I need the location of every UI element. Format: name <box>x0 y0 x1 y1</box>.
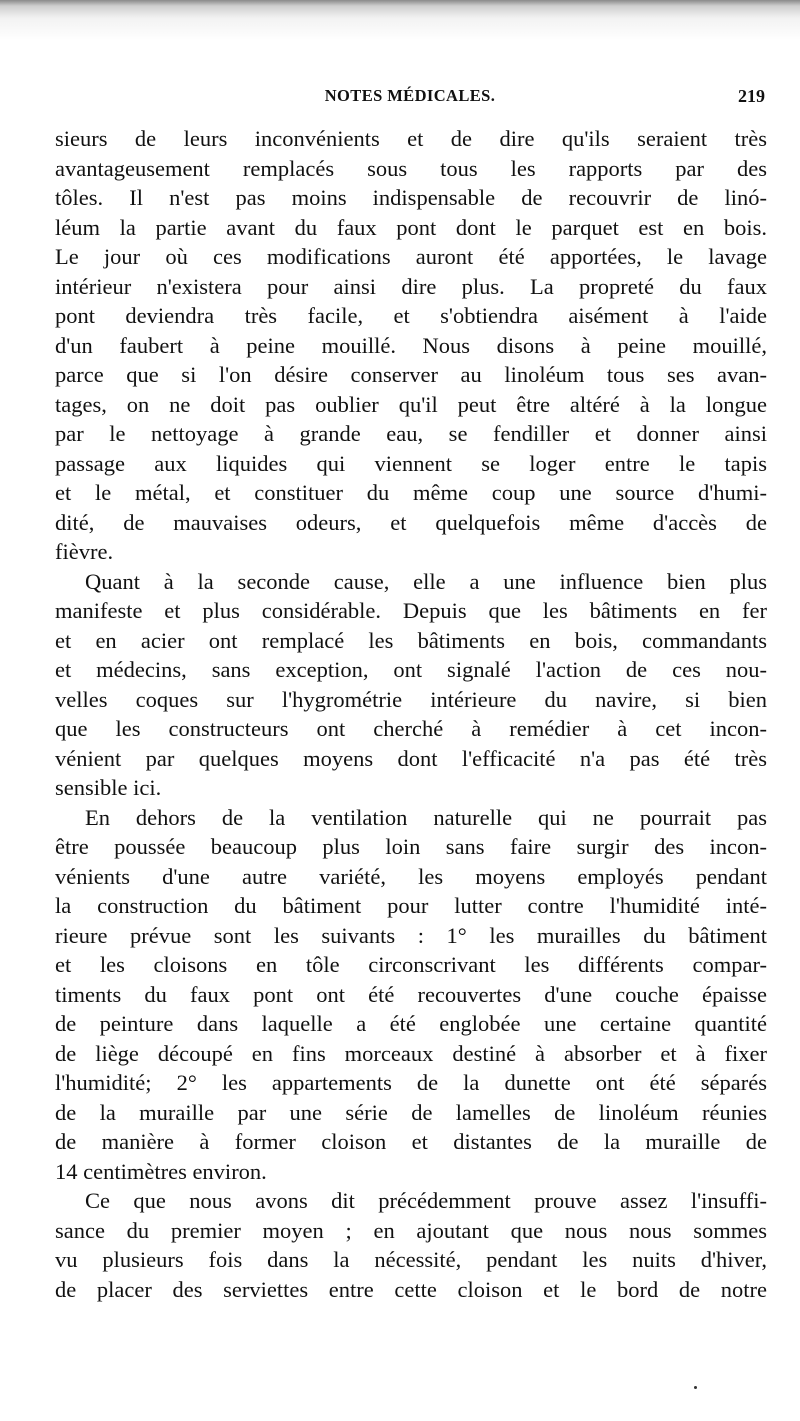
text-line: et le métal, et constituer du même coup une source d'humi- <box>55 480 767 505</box>
text-line: que les constructeurs ont cherché à remédier à cet incon- <box>55 716 767 741</box>
text-line: timents du faux pont ont été recouvertes d'une couche épaisse <box>55 981 767 1007</box>
text-line: vénients d'une autre variété, les moyens employés pendant <box>55 863 767 889</box>
text-line: de liège découpé en fins morceaux destiné à absorber et à fixer <box>55 1040 767 1066</box>
text-line: Le jour où ces modifications auront été apportées, le lavage <box>55 244 767 269</box>
text-line: intérieur n'existera pour ainsi dire plus. La propreté du faux <box>55 273 767 299</box>
text-line: tages, on ne doit pas oublier qu'il peut être altéré à la longue <box>55 391 767 417</box>
text-line: l'humidité; 2° les appartements de la dunette ont été séparés <box>55 1070 767 1095</box>
text-line: tôles. Il n'est pas moins indispensable de recouvrir de linó- <box>55 185 767 210</box>
text-line: sance du premier moyen ; en ajoutant que nous nous sommes <box>55 1217 767 1243</box>
text-line: et les cloisons en tôle circonscrivant les différents compar- <box>55 952 767 977</box>
page-number: 219 <box>738 86 765 106</box>
text-line: léum la partie avant du faux pont dont le parquet est en bois. <box>55 214 767 240</box>
text-line: 14 centimètres environ. <box>55 1158 267 1184</box>
page-header <box>55 86 765 112</box>
text-line: parce que si l'on désire conserver au linoléum tous ses avan- <box>55 362 767 387</box>
text-line: Quant à la seconde cause, elle a une influence bien plus <box>85 568 767 594</box>
ink-speck <box>694 1386 697 1389</box>
text-line: rieure prévue sont les suivants : 1° les murailles du bâtiment <box>55 922 767 948</box>
text-line: d'un faubert à peine mouillé. Nous disons à peine mouillé, <box>55 332 767 358</box>
text-line: fièvre. <box>55 539 114 564</box>
text-line: En dehors de la ventilation naturelle qui ne pourrait pas <box>85 804 767 830</box>
text-line: de placer des serviettes entre cette cloison et le bord de notre <box>55 1276 767 1302</box>
running-title: NOTES MÉDICALES. <box>324 86 496 105</box>
text-line: vu plusieurs fois dans la nécessité, pendant les nuits d'hiver, <box>55 1247 767 1272</box>
text-line: manifeste et plus considérable. Depuis que les bâtiments en fer <box>55 598 767 623</box>
text-line: passage aux liquides qui viennent se loger entre le tapis <box>55 450 767 476</box>
text-line: de manière à former cloison et distantes de la muraille de <box>55 1129 767 1154</box>
text-line: de peinture dans laquelle a été englobée une certaine quantité <box>55 1011 767 1036</box>
text-line: dité, de mauvaises odeurs, et quelquefois même d'accès de <box>55 509 767 535</box>
text-line: et médecins, sans exception, ont signalé l'action de ces nou- <box>55 657 767 682</box>
text-line: la construction du bâtiment pour lutter contre l'humidité inté- <box>55 893 767 918</box>
body-text <box>55 124 767 1304</box>
text-line: et en acier ont remplacé les bâtiments en bois, commandants <box>55 627 767 653</box>
text-line: de la muraille par une série de lamelles de linoléum réunies <box>55 1099 767 1125</box>
text-line: par le nettoyage à grande eau, se fendiller et donner ainsi <box>55 421 767 446</box>
text-line: sensible ici. <box>55 775 162 800</box>
text-line: sieurs de leurs inconvénients et de dire qu'ils seraient très <box>55 126 767 151</box>
text-line: Ce que nous avons dit précédemment prouve assez l'insuffi- <box>85 1188 767 1213</box>
text-line: velles coques sur l'hygrométrie intérieure du navire, si bien <box>55 686 767 712</box>
text-line: avantageusement remplacés sous tous les rapports par des <box>55 155 767 181</box>
text-line: être poussée beaucoup plus loin sans faire surgir des incon- <box>55 834 767 859</box>
scan-top-edge <box>0 0 800 40</box>
text-line: vénient par quelques moyens dont l'efficacité n'a pas été très <box>55 745 767 771</box>
text-line: pont deviendra très facile, et s'obtiendra aisément à l'aide <box>55 303 767 328</box>
